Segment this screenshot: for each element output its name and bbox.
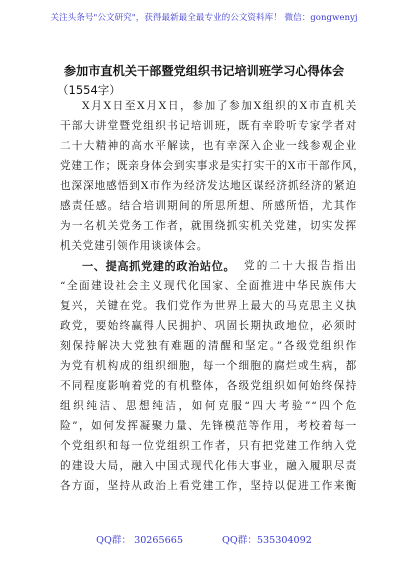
body-line: 党建工作；既亲身体会到实事求是实打实干的X市干部作风， xyxy=(60,160,365,172)
body-line: 也深深地感悟到X市作为经济发达地区谋经济抓经济的紧迫 xyxy=(60,180,357,192)
qq-group-1: QQ群： 30265665 xyxy=(96,535,183,546)
body-line: 复兴，关键在党。我们党作为世界上最大的马克思主义执 xyxy=(60,300,357,312)
body-line: 政党，要始终赢得人民拥护、巩固长期执政地位，必须时 xyxy=(60,320,357,332)
body-line: 险”，如何发挥凝聚力量、先锋模范等作用，考校着每一 xyxy=(60,420,357,432)
body-line: 个党组织和每一位党组织工作者，只有把党建工作纳入党 xyxy=(60,440,357,452)
body-line: 各方面，坚持从政治上看党建工作，坚持以促进工作来衡 xyxy=(60,480,357,492)
body-line: “全面建设社会主义现代化国家、全面推进中华民族伟大 xyxy=(60,280,357,292)
document-title: 参加市直机关干部暨党组织书记培训班学习心得体会 xyxy=(63,64,345,78)
body-line: 感责任感。结合培训期间的所思所想、所感所悟，尤其作 xyxy=(60,200,357,212)
body-line: 二十大精神的高水平解读，也有幸深入企业一线参观企业 xyxy=(60,140,357,152)
body-line: 组织纯洁、思想纯洁，如何克服“四大考验”“四个危 xyxy=(60,400,357,412)
body-line: 干部大讲堂暨党组织书记培训班，既有幸聆听专家学者对 xyxy=(60,120,357,132)
body-line: 不同程度影响着党的有机整体，各级党组织如何始终保持 xyxy=(60,380,357,392)
section-heading: 一、提高抓党建的政治站位。 xyxy=(82,260,236,273)
body-line: X月X日至X月X日，参加了参加X组织的X市直机关 xyxy=(82,100,357,112)
header-banner: 关注头条号"公文研究"，获得最新最全最专业的公文资料库！ 微信：gongwenyj xyxy=(50,13,358,23)
footer-contact xyxy=(0,532,408,546)
body-line: 的建设大局，融入中国式现代化伟大事业，融入履职尽责 xyxy=(60,460,357,472)
body-line: 刻保持解决大党独有难题的清醒和坚定。”各级党组织作 xyxy=(60,340,357,352)
qq-group-2: QQ群：535304092 xyxy=(222,535,312,546)
body-line: 为党有机构成的组织细胞，每一个细胞的腐烂或生病，都 xyxy=(60,360,357,372)
word-count: （1554字） xyxy=(57,83,121,97)
body-line: 机关党建引领作用谈谈体会。 xyxy=(60,240,209,252)
body-line: 为一名机关党务工作者，就围绕抓实机关党建，切实发挥 xyxy=(60,220,357,232)
body-line: 党的二十大报告指出 xyxy=(244,260,357,272)
